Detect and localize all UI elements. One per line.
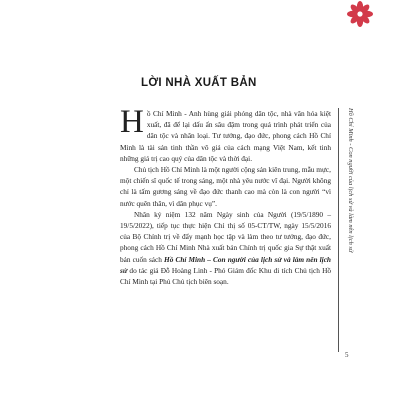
running-header-text: Hồ Chí Minh - Con người của lịch sử và làm nên lịch sử (347, 108, 354, 253)
book-title: Hồ Chí Minh – Con người của lịch sử và làm nên lịch sử (120, 254, 331, 275)
paragraph-intro (120, 104, 331, 164)
paragraph-character (120, 164, 331, 209)
page-title: LỜI NHÀ XUẤT BẢN (141, 77, 257, 89)
flower-ornament-icon (346, 0, 374, 28)
paragraph-text: Chủ tịch Hồ Chí Minh là một người cộng sản kiên trung, mẫu mực, một chiến sĩ quốc tế trong sáng, một nhà yêu nước vĩ đại. Người không chỉ là tấm gương sáng về đạo đức thanh cao mà còn là con người “vì nước quên thân, vì dân phục vụ”. (120, 165, 331, 208)
paragraph-anniversary (120, 209, 331, 287)
body-text (120, 104, 331, 287)
paragraph-text-after: do tác giả Đỗ Hoàng Linh - Phó Giám đốc Khu di tích Chủ tịch Hồ Chí Minh tại Phủ Chủ tịch biên soạn. (120, 265, 331, 287)
paragraph-text: ồ Chí Minh - Anh hùng giải phóng dân tộc, nhà văn hóa kiệt xuất, đã để lại dấu ấn sâu đậm trong quá trình phát triển của dân tộc và nhân loại. Tư tưởng, đạo đức, phong cách Hồ Chí Minh là tài sản tinh thần vô giá của cách mạng Việt Nam, kết tinh những giá trị cao quý của dân tộc và thời đại. (120, 109, 331, 163)
page-number: 5 (345, 351, 349, 359)
drop-cap: H (120, 104, 144, 140)
side-divider (338, 108, 339, 352)
paragraph-text-before: Nhân kỷ niệm 132 năm Ngày sinh của Người (19/5/1890 – 19/5/2022), tiếp tục thực hiện Chỉ thị số 05-CT/TW, ngày 15/5/2016 của Bộ Chính trị về đẩy mạnh học tập và làm theo tư tưởng, đạo đức, phong cách Hồ Chí Minh Nhà xuất bản Chính trị quốc gia Sự thật xuất bản cuốn sách (120, 209, 331, 264)
running-header (344, 108, 356, 344)
